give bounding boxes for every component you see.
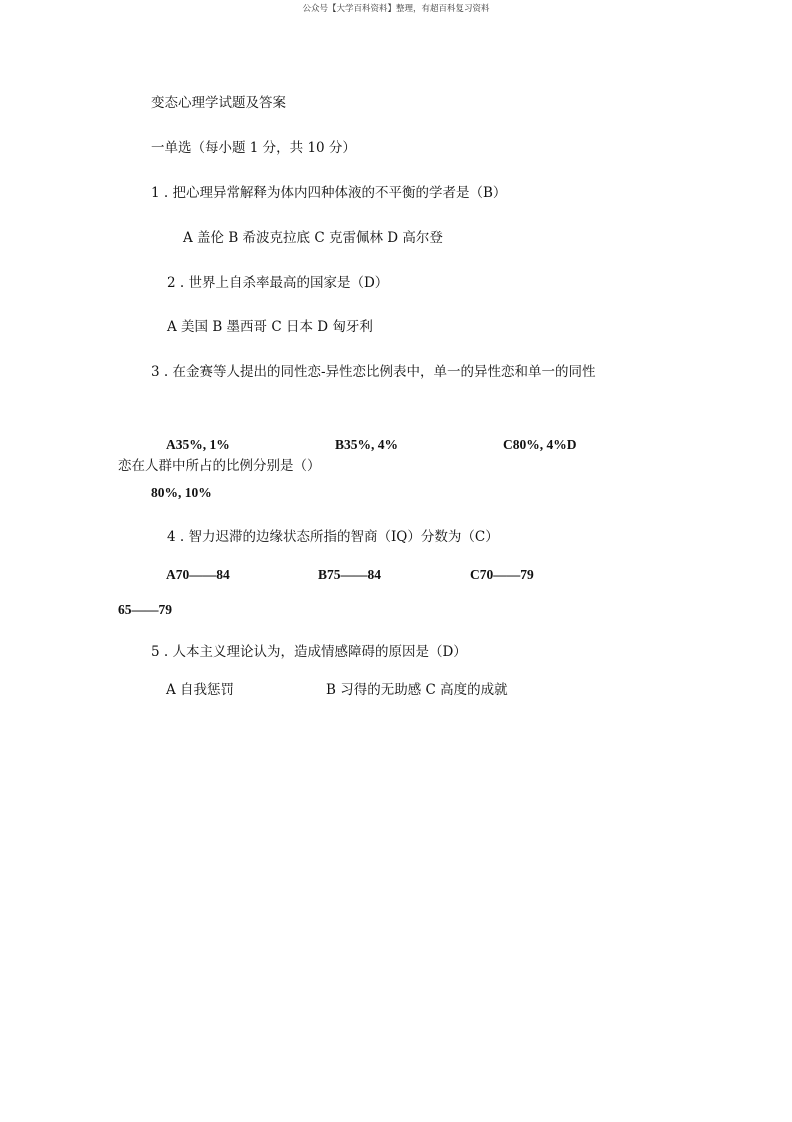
question-2-options: A 美国 B 墨西哥 C 日本 D 匈牙利 (167, 319, 373, 335)
question-1: 1 . 把心理异常解释为体内四种体液的不平衡的学者是（B） (151, 185, 507, 201)
page-header: 公众号【大学百科资料】整理，有超百科复习资料 (302, 4, 490, 14)
question-3-continuation: 恋在人群中所占的比例分别是（） (118, 458, 321, 474)
question-5-option-a: A 自我惩罚 (166, 682, 235, 698)
question-5-options-bc: B 习得的无助感 C 高度的成就 (326, 682, 508, 698)
question-3-option-d: 80%, 10% (151, 485, 212, 500)
question-3-option-b: B35%, 4% (335, 437, 399, 452)
question-4-option-c: C70——79 (470, 567, 534, 582)
question-3-option-c: C80%, 4%D (503, 437, 577, 452)
question-4-option-b: B75——84 (318, 567, 382, 582)
question-4-option-d: 65——79 (118, 602, 172, 617)
document-title: 变态心理学试题及答案 (151, 95, 286, 111)
question-1-options: A 盖伦 B 希波克拉底 C 克雷佩林 D 高尔登 (183, 230, 443, 246)
question-3: 3 . 在金赛等人提出的同性恋-异性恋比例表中，单一的异性恋和单一的同性 (151, 364, 596, 380)
question-5: 5 . 人本主义理论认为，造成情感障碍的原因是（D） (151, 644, 467, 660)
section-heading: 一单选（每小题 1 分，共 10 分） (151, 140, 356, 156)
question-4: 4 . 智力迟滞的边缘状态所指的智商（IQ）分数为（C） (167, 529, 499, 545)
question-4-option-a: A70——84 (166, 567, 230, 582)
question-3-option-a: A35%, 1% (166, 437, 230, 452)
question-2: 2 . 世界上自杀率最高的国家是（D） (167, 275, 389, 291)
